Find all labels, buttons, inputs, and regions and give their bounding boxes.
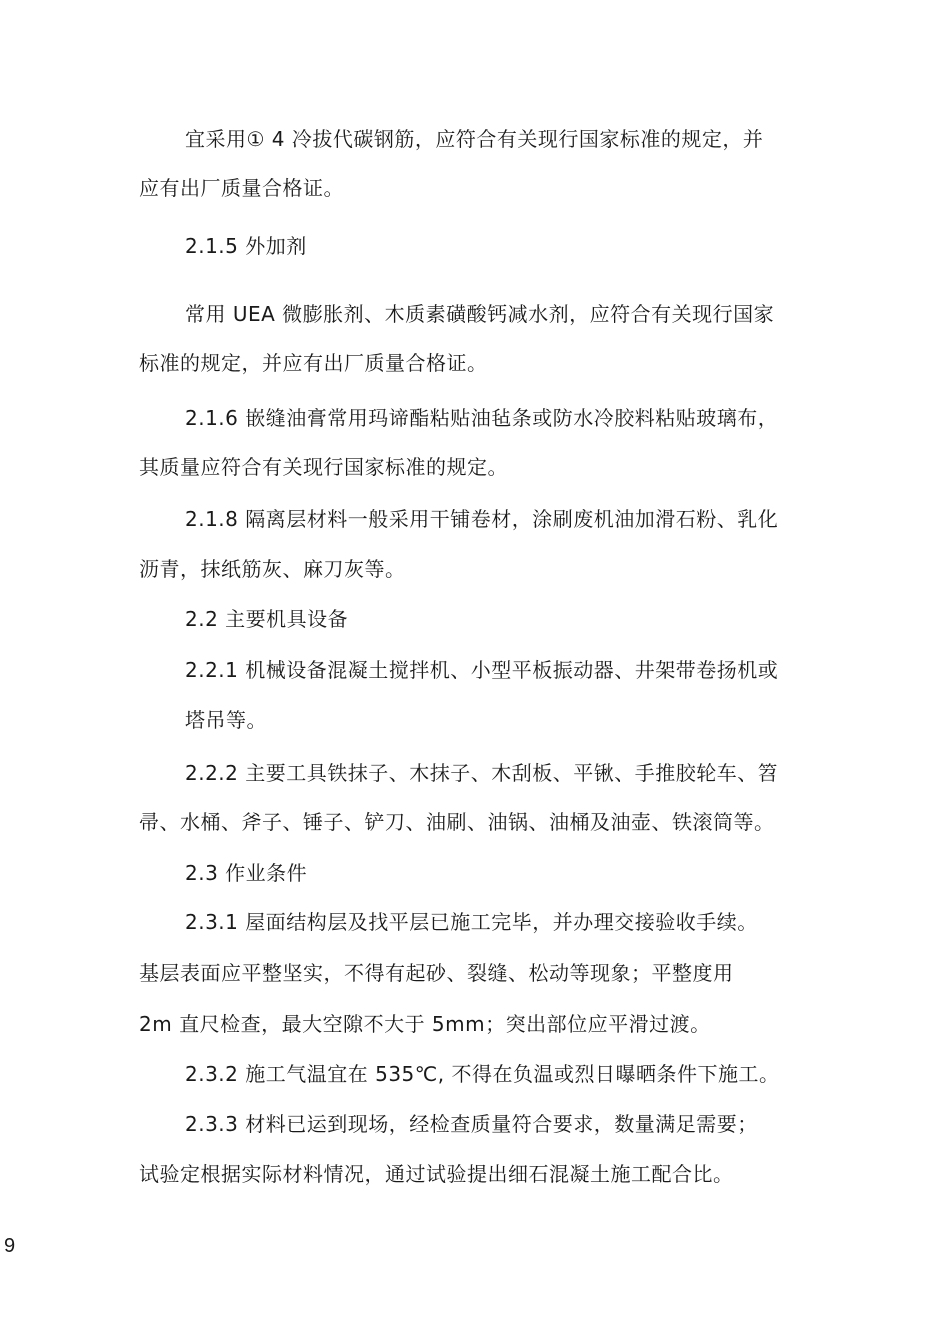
text-line: 宜采用① 4 冷拔代碳钢筋，应符合有关现行国家标准的规定，并 — [185, 127, 764, 151]
text-line: 常用 UEA 微膨胀剂、木质素磺酸钙减水剂，应符合有关现行国家 — [185, 302, 775, 326]
text-line: 标准的规定，并应有出厂质量合格证。 — [139, 351, 488, 375]
text-line: 基层表面应平整坚实，不得有起砂、裂缝、松动等现象；平整度用 — [139, 961, 734, 985]
text-line: 试验定根据实际材料情况，通过试验提出细石混凝土施工配合比。 — [139, 1162, 734, 1186]
section-heading: 2.1.5 外加剂 — [185, 234, 307, 258]
text-line: 沥青，抹纸筋灰、麻刀灰等。 — [139, 557, 406, 581]
text-line: 2m 直尺检查，最大空隙不大于 5mm；突出部位应平滑过渡。 — [139, 1012, 711, 1036]
text-line: 2.2.2 主要工具铁抹子、木抹子、木刮板、平锹、手推胶轮车、笤 — [185, 761, 779, 785]
section-heading: 2.3 作业条件 — [185, 861, 308, 885]
section-heading: 2.2 主要机具设备 — [185, 607, 349, 631]
text-line: 应有出厂质量合格证。 — [139, 176, 344, 200]
text-line: 其质量应符合有关现行国家标准的规定。 — [139, 455, 508, 479]
page-number: 9 — [4, 1235, 16, 1257]
text-line: 2.3.1 屋面结构层及找平层已施工完毕，并办理交接验收手续。 — [185, 910, 758, 934]
text-line: 2.3.3 材料已运到现场，经检查质量符合要求，数量满足需要； — [185, 1112, 758, 1136]
text-line: 塔吊等。 — [185, 708, 267, 732]
text-line: 帚、水桶、斧子、锤子、铲刀、油刷、油锅、油桶及油壶、铁滚筒等。 — [139, 810, 775, 834]
text-line: 2.1.6 嵌缝油膏常用玛谛酯粘贴油毡条或防水冷胶料粘贴玻璃布， — [185, 406, 779, 430]
text-line: 2.3.2 施工气温宜在 535℃, 不得在负温或烈日曝晒条件下施工。 — [185, 1062, 780, 1086]
text-line: 2.1.8 隔离层材料一般采用干铺卷材，涂刷废机油加滑石粉、乳化 — [185, 507, 779, 531]
text-line: 2.2.1 机械设备混凝土搅拌机、小型平板振动器、井架带卷扬机或 — [185, 658, 779, 682]
